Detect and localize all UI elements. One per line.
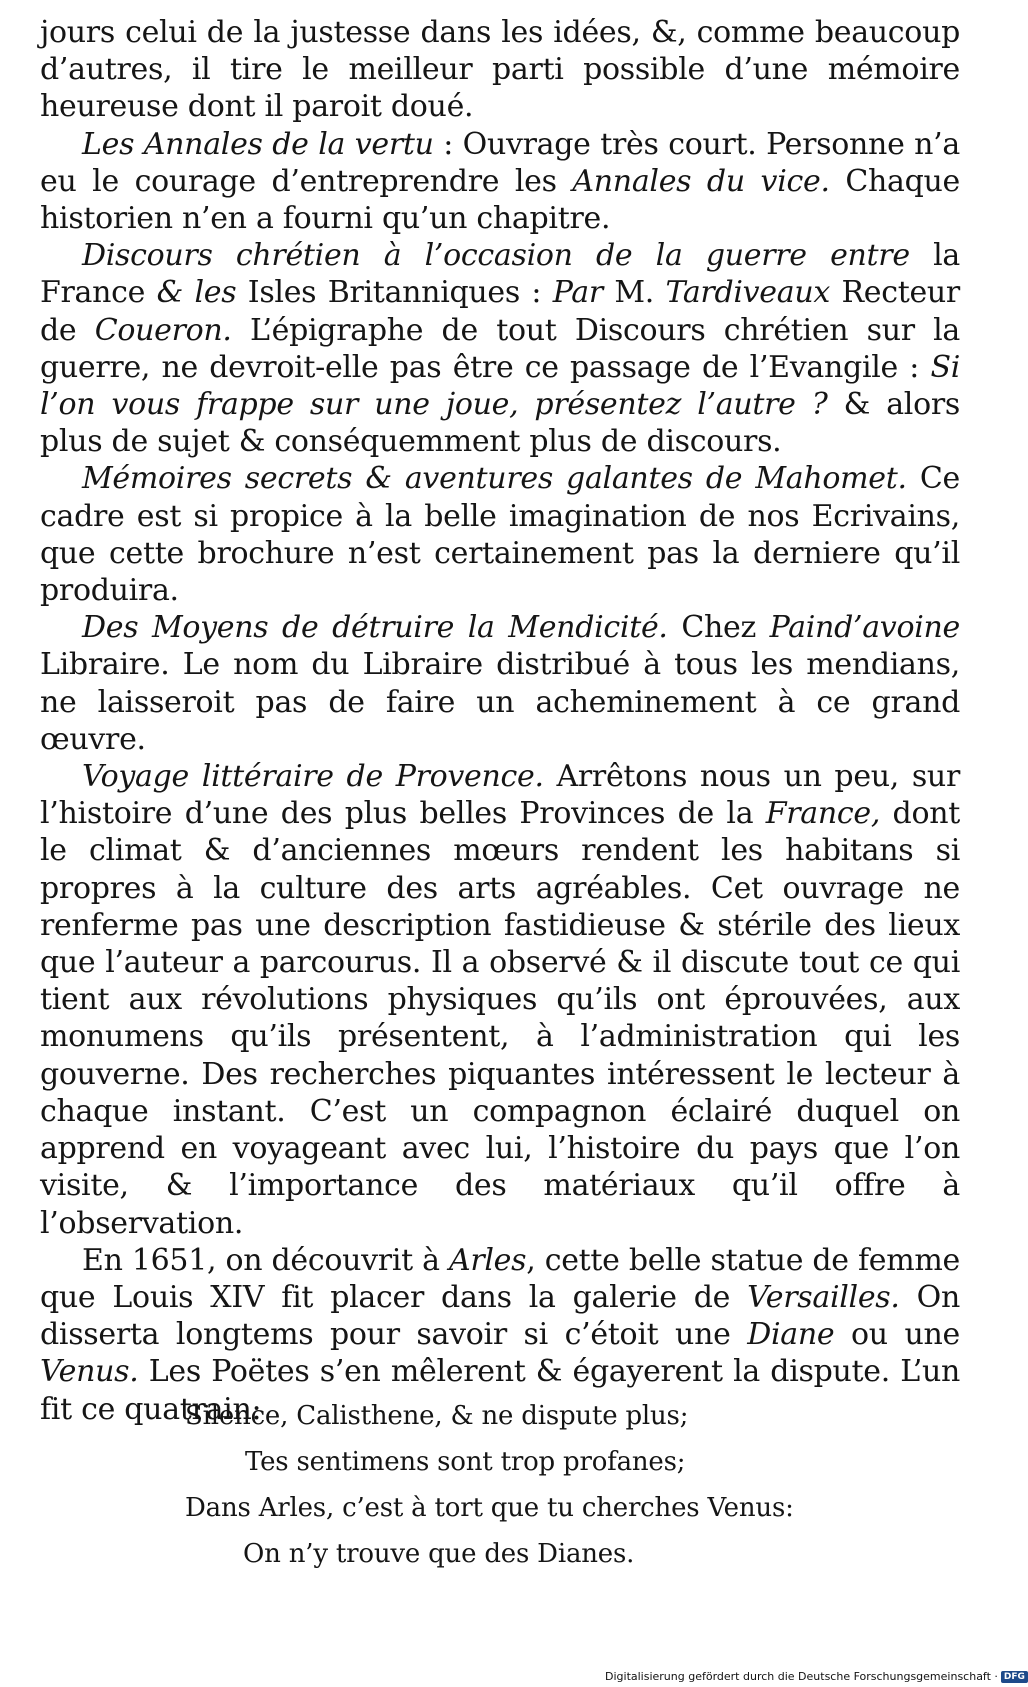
entry-voyage-provence: Voyage littéraire de Provence. Arrêtons nous un peu, sur l’histoire d’une des plus belles Provinces de la France, dont le climat & d’anciennes mœurs rendent les habitans si propres à la culture des arts agréables. Cet ouvrage ne renferme pas une description fastidieuse & stérile des lieux que l’auteur a parcourus. Il a observé & il discute tout ce qui tient aux révolutions physiques qu’ils ont éprouvées, aux monumens qu’ils présentent, à l’administration qui les gouverne. Des recherches piquantes intéressent le lecteur à chaque instant. C’est un compagnon éclairé duquel on apprend en voyageant avec lui, l’histoire du pays que l’on visite, & l’importance des matériaux qu’il offre à l’observation. bbox=[40, 759, 960, 1241]
dfg-logo: DFG bbox=[1001, 1671, 1028, 1683]
poem-line: On n’y trouve que des Dianes. bbox=[243, 1539, 635, 1569]
digitization-credit bbox=[605, 1670, 1028, 1684]
paragraph-continuation: jours celui de la justesse dans les idées, &, comme beaucoup d’autres, il tire le meilleur parti possible d’une mémoire heureuse dont il paroit doué. bbox=[40, 15, 960, 125]
entry-mendicite: Des Moyens de détruire la Mendicité. Chez Paind’avoine Libraire. Le nom du Libraire distribué à tous les mendians, ne laisseroit pas de faire un acheminement à ce grand œuvre. bbox=[40, 610, 960, 757]
entry-title: Voyage littéraire de Provence. bbox=[82, 759, 544, 795]
poem-line: Dans Arles, c’est à tort que tu cherches Venus: bbox=[185, 1493, 794, 1523]
entry-discours-chretien: Discours chrétien à l’occasion de la guerre entre la France & les Isles Britanniques : Par M. Tardiveaux Recteur de Coueron. L’épigraphe de tout Discours chrétien sur la guerre, ne devroit-elle pas être ce passage de l’Evangile : Si l’on vous frappe sur une joue, présentez l’autre ? & alors plus de sujet & conséquemment plus de discours. bbox=[40, 238, 961, 460]
credit-text: Digitalisierung gefördert durch die Deutsche Forschungsgemeinschaft · bbox=[605, 1670, 998, 1683]
entry-annales-vertu: Les Annales de la vertu : Ouvrage très court. Personne n’a eu le courage d’entreprendre les Annales du vice. Chaque historien n’en a fourni qu’un chapitre. bbox=[40, 126, 961, 237]
poem-line: Silence, Calisthene, & ne dispute plus; bbox=[185, 1401, 689, 1431]
entry-title: Discours chrétien à l’occasion de la guerre entre bbox=[82, 238, 910, 274]
entry-title: Mémoires secrets & aventures galantes de Mahomet. bbox=[82, 461, 907, 497]
entry-title: Des Moyens de détruire la Mendicité. bbox=[82, 610, 668, 646]
paragraph-arles-statue: En 1651, on découvrit à Arles, cette belle statue de femme que Louis XIV fit placer dans la galerie de Versailles. On disserta longtems pour savoir si c’étoit une Diane ou une Venus. Les Poëtes s’en mêlerent & égayerent la dispute. L’un fit ce quatrain: bbox=[40, 1242, 960, 1427]
entry-title: Les Annales de la vertu bbox=[82, 126, 434, 162]
page-text bbox=[40, 14, 960, 1428]
poem-line: Tes sentimens sont trop profanes; bbox=[245, 1447, 686, 1477]
quatrain bbox=[140, 1393, 840, 1577]
entry-memoires-mahomet: Mémoires secrets & aventures galantes de Mahomet. Ce cadre est si propice à la belle imagination de nos Ecrivains, que cette brochure n’est certainement pas la derniere qu’il produira. bbox=[40, 461, 960, 609]
